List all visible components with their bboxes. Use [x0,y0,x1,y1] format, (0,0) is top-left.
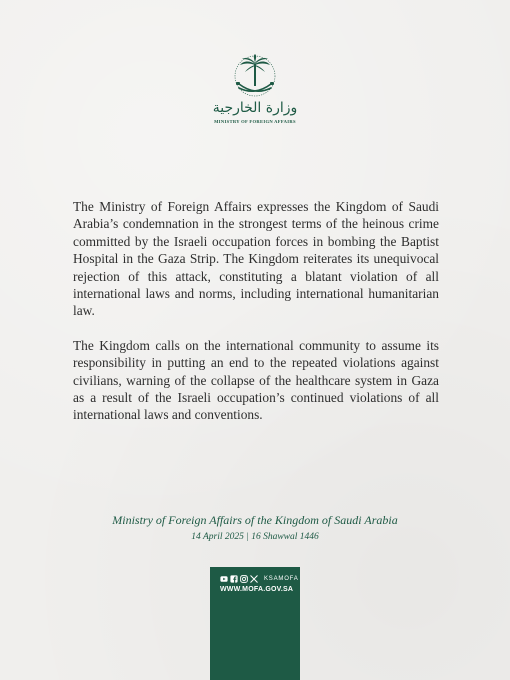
ministry-name-english: MINISTRY OF FOREIGN AFFAIRS [214,119,296,124]
youtube-icon[interactable] [220,575,228,583]
statement-body [73,198,439,441]
paragraph: The Kingdom calls on the international community to assume its responsibility in putting an end to the repeated violations against civilians, warning of the collapse of the healthcare system in Gaza as a result of the Israeli occupation’s continued violations of all international laws and conventions. [73,337,439,423]
statement-date: 14 April 2025 | 16 Shawwal 1446 [191,532,319,542]
website-link[interactable]: WWW.MOFA.GOV.SA [220,586,294,593]
footer-bar [210,567,300,680]
social-links [220,574,299,584]
signature-block [60,512,450,544]
paragraph: The Ministry of Foreign Affairs expresses the Kingdom of Saudi Arabia’s condemnation in the strongest terms of the heinous crime committed by the Israeli occupation forces in bombing the Baptist Hospital in the Gaza Strip. The Kingdom reiterates its unequivocal rejection of this attack, constituting a blatant violation of all international laws and norms, including international humanitarian law. [73,199,439,319]
facebook-icon[interactable] [230,575,238,583]
x-icon[interactable] [250,575,258,583]
issuer-name: Ministry of Foreign Affairs of the Kingdom of Saudi Arabia [112,513,398,527]
instagram-icon[interactable] [240,575,248,583]
palm-swords-emblem-icon [225,52,285,102]
social-handle[interactable]: KSAMOFA [264,576,299,582]
ministry-name-arabic: وزارة الخارجية [212,100,298,116]
